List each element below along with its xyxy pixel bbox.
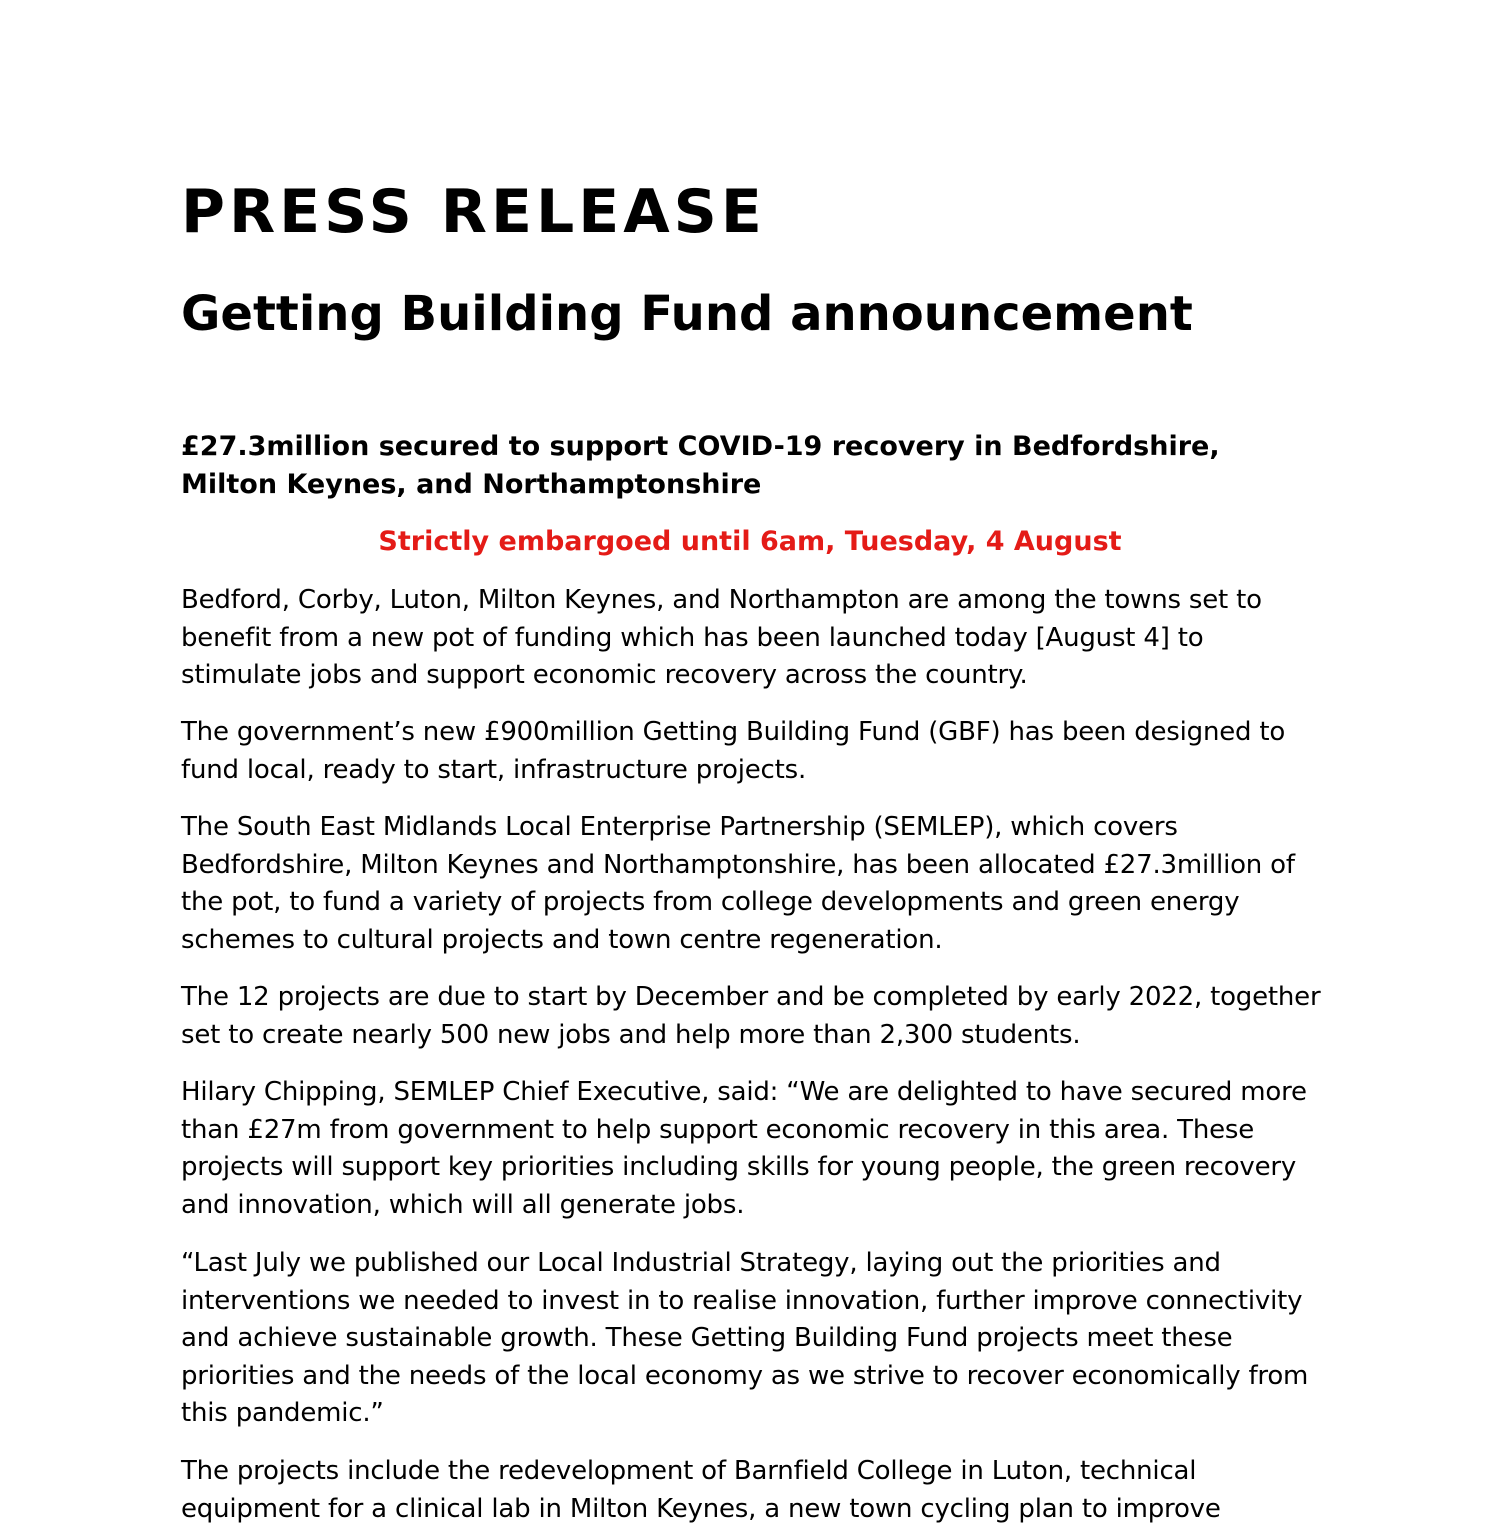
headline: £27.3million secured to support COVID-19 recovery in Bedfordshire, Milton Keynes, and Northamptonshire xyxy=(181,431,1220,500)
paragraph-semlep-allocation: The South East Midlands Local Enterprise Partnership (SEMLEP), which covers Bedfordshire, Milton Keynes and Northamptonshire, has been allocated £27.3million of the pot, to fund a variety of projects from college developments and green energy schemes to cultural projects and town centre regeneration. xyxy=(181,812,1295,955)
press-release-title: PRESS RELEASE xyxy=(181,177,766,247)
embargo-notice: Strictly embargoed until 6am, Tuesday, 4 August xyxy=(378,526,1122,557)
paragraph-chief-executive-quote: Hilary Chipping, SEMLEP Chief Executive, said: “We are delighted to have secured more than £27m from government to help support economic recovery in this area. These projects will support key priorities including skills for young people, the green recovery and innovation, which will all generate jobs. xyxy=(181,1077,1307,1220)
paragraph-projects-timeline: The 12 projects are due to start by December and be completed by early 2022, together set to create nearly 500 new jobs and help more than 2,300 students. xyxy=(181,982,1321,1050)
page-subtitle: Getting Building Fund announcement xyxy=(181,286,1193,342)
paragraph-projects-list: The projects include the redevelopment of Barnfield College in Luton, technical equipment for a clinical lab in Milton Keynes, a new town cycling plan to improve xyxy=(181,1456,1221,1524)
paragraph-industrial-strategy-quote: “Last July we published our Local Industrial Strategy, laying out the priorities and interventions we needed to invest in to realise innovation, further improve connectivity and achieve sustainable growth. These Getting Building Fund projects meet these priorities and the needs of the local economy as we strive to recover economically from this pandemic.” xyxy=(181,1248,1309,1428)
paragraph-gbf-fund: The government’s new £900million Getting Building Fund (GBF) has been designed to fund local, ready to start, infrastructure projects. xyxy=(181,717,1286,785)
paragraph-towns-funding: Bedford, Corby, Luton, Milton Keynes, and Northampton are among the towns set to benefit from a new pot of funding which has been launched today [August 4] to stimulate jobs and support economic recovery across the country. xyxy=(181,585,1262,690)
